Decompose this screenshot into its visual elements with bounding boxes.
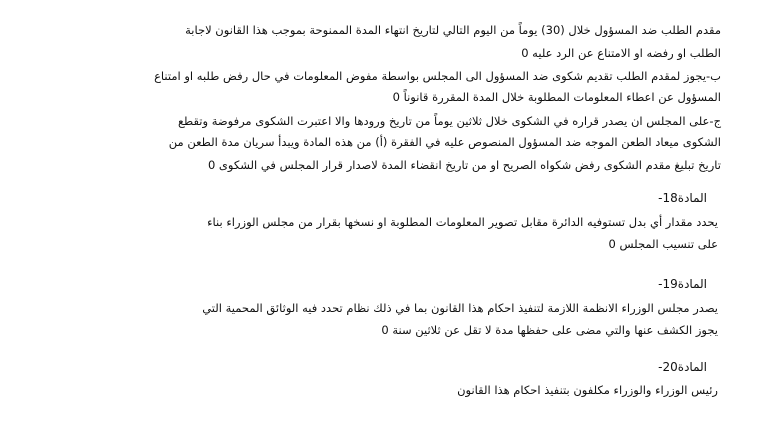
article-20-line-1: رئيس الوزراء والوزراء مكلفون بتنفيذ احكام هذا القانون bbox=[457, 383, 718, 397]
article-19-heading: المادة19- bbox=[658, 277, 707, 291]
paragraph-intro-line-2: الطلب او رفضه او الامتناع عن الرد عليه 0 bbox=[521, 46, 721, 60]
paragraph-c-line-2: الشكوى ميعاد الطعن الموجه ضد المسؤول المنصوص عليه في الفقرة (أ) من هذه المادة ويبدأ سريان مدة الطعن من bbox=[168, 135, 721, 149]
article-18-heading: المادة18- bbox=[658, 191, 707, 205]
article-20-heading: المادة20- bbox=[658, 360, 707, 374]
paragraph-intro-line-1: مقدم الطلب ضد المسؤول خلال (30) يوماً من اليوم التالي لتاريخ انتهاء المدة الممنوحة بموجب هذا القانون لاجابة bbox=[185, 23, 721, 37]
paragraph-c-line-1: ج-على المجلس ان يصدر قراره في الشكوى خلال ثلاثين يوماً من تاريخ ورودها والا اعتبرت الشكوى مرفوضة وتقطع bbox=[177, 114, 721, 128]
paragraph-c-line-3: تاريخ تبليغ مقدم الشكوى رفض شكواه الصريح او من تاريخ انقضاء المدة لاصدار قرار المجلس في الشكوى 0 bbox=[207, 158, 721, 172]
article-19-line-1: يصدر مجلس الوزراء الانظمة اللازمة لتنفيذ احكام هذا القانون بما في ذلك نظام تحدد فيه الوثائق المحمية التي bbox=[202, 301, 718, 315]
article-18-line-2: على تنسيب المجلس 0 bbox=[608, 237, 718, 251]
paragraph-b-line-2: المسؤول عن اعطاء المعلومات المطلوبة خلال المدة المقررة قانوناً 0 bbox=[392, 90, 721, 104]
paragraph-b-line-1: ب-يجوز لمقدم الطلب تقديم شكوى ضد المسؤول الى المجلس بواسطة مفوض المعلومات في حال رفض طلبه او امتناع bbox=[154, 69, 721, 83]
article-19-line-2: يجوز الكشف عنها والتي مضى على حفظها مدة لا تقل عن ثلاثين سنة 0 bbox=[381, 323, 718, 337]
article-18-line-1: يحدد مقدار أي بدل تستوفيه الدائرة مقابل تصوير المعلومات المطلوبة او نسخها بقرار من مجلس الوزراء بناء bbox=[207, 215, 718, 229]
